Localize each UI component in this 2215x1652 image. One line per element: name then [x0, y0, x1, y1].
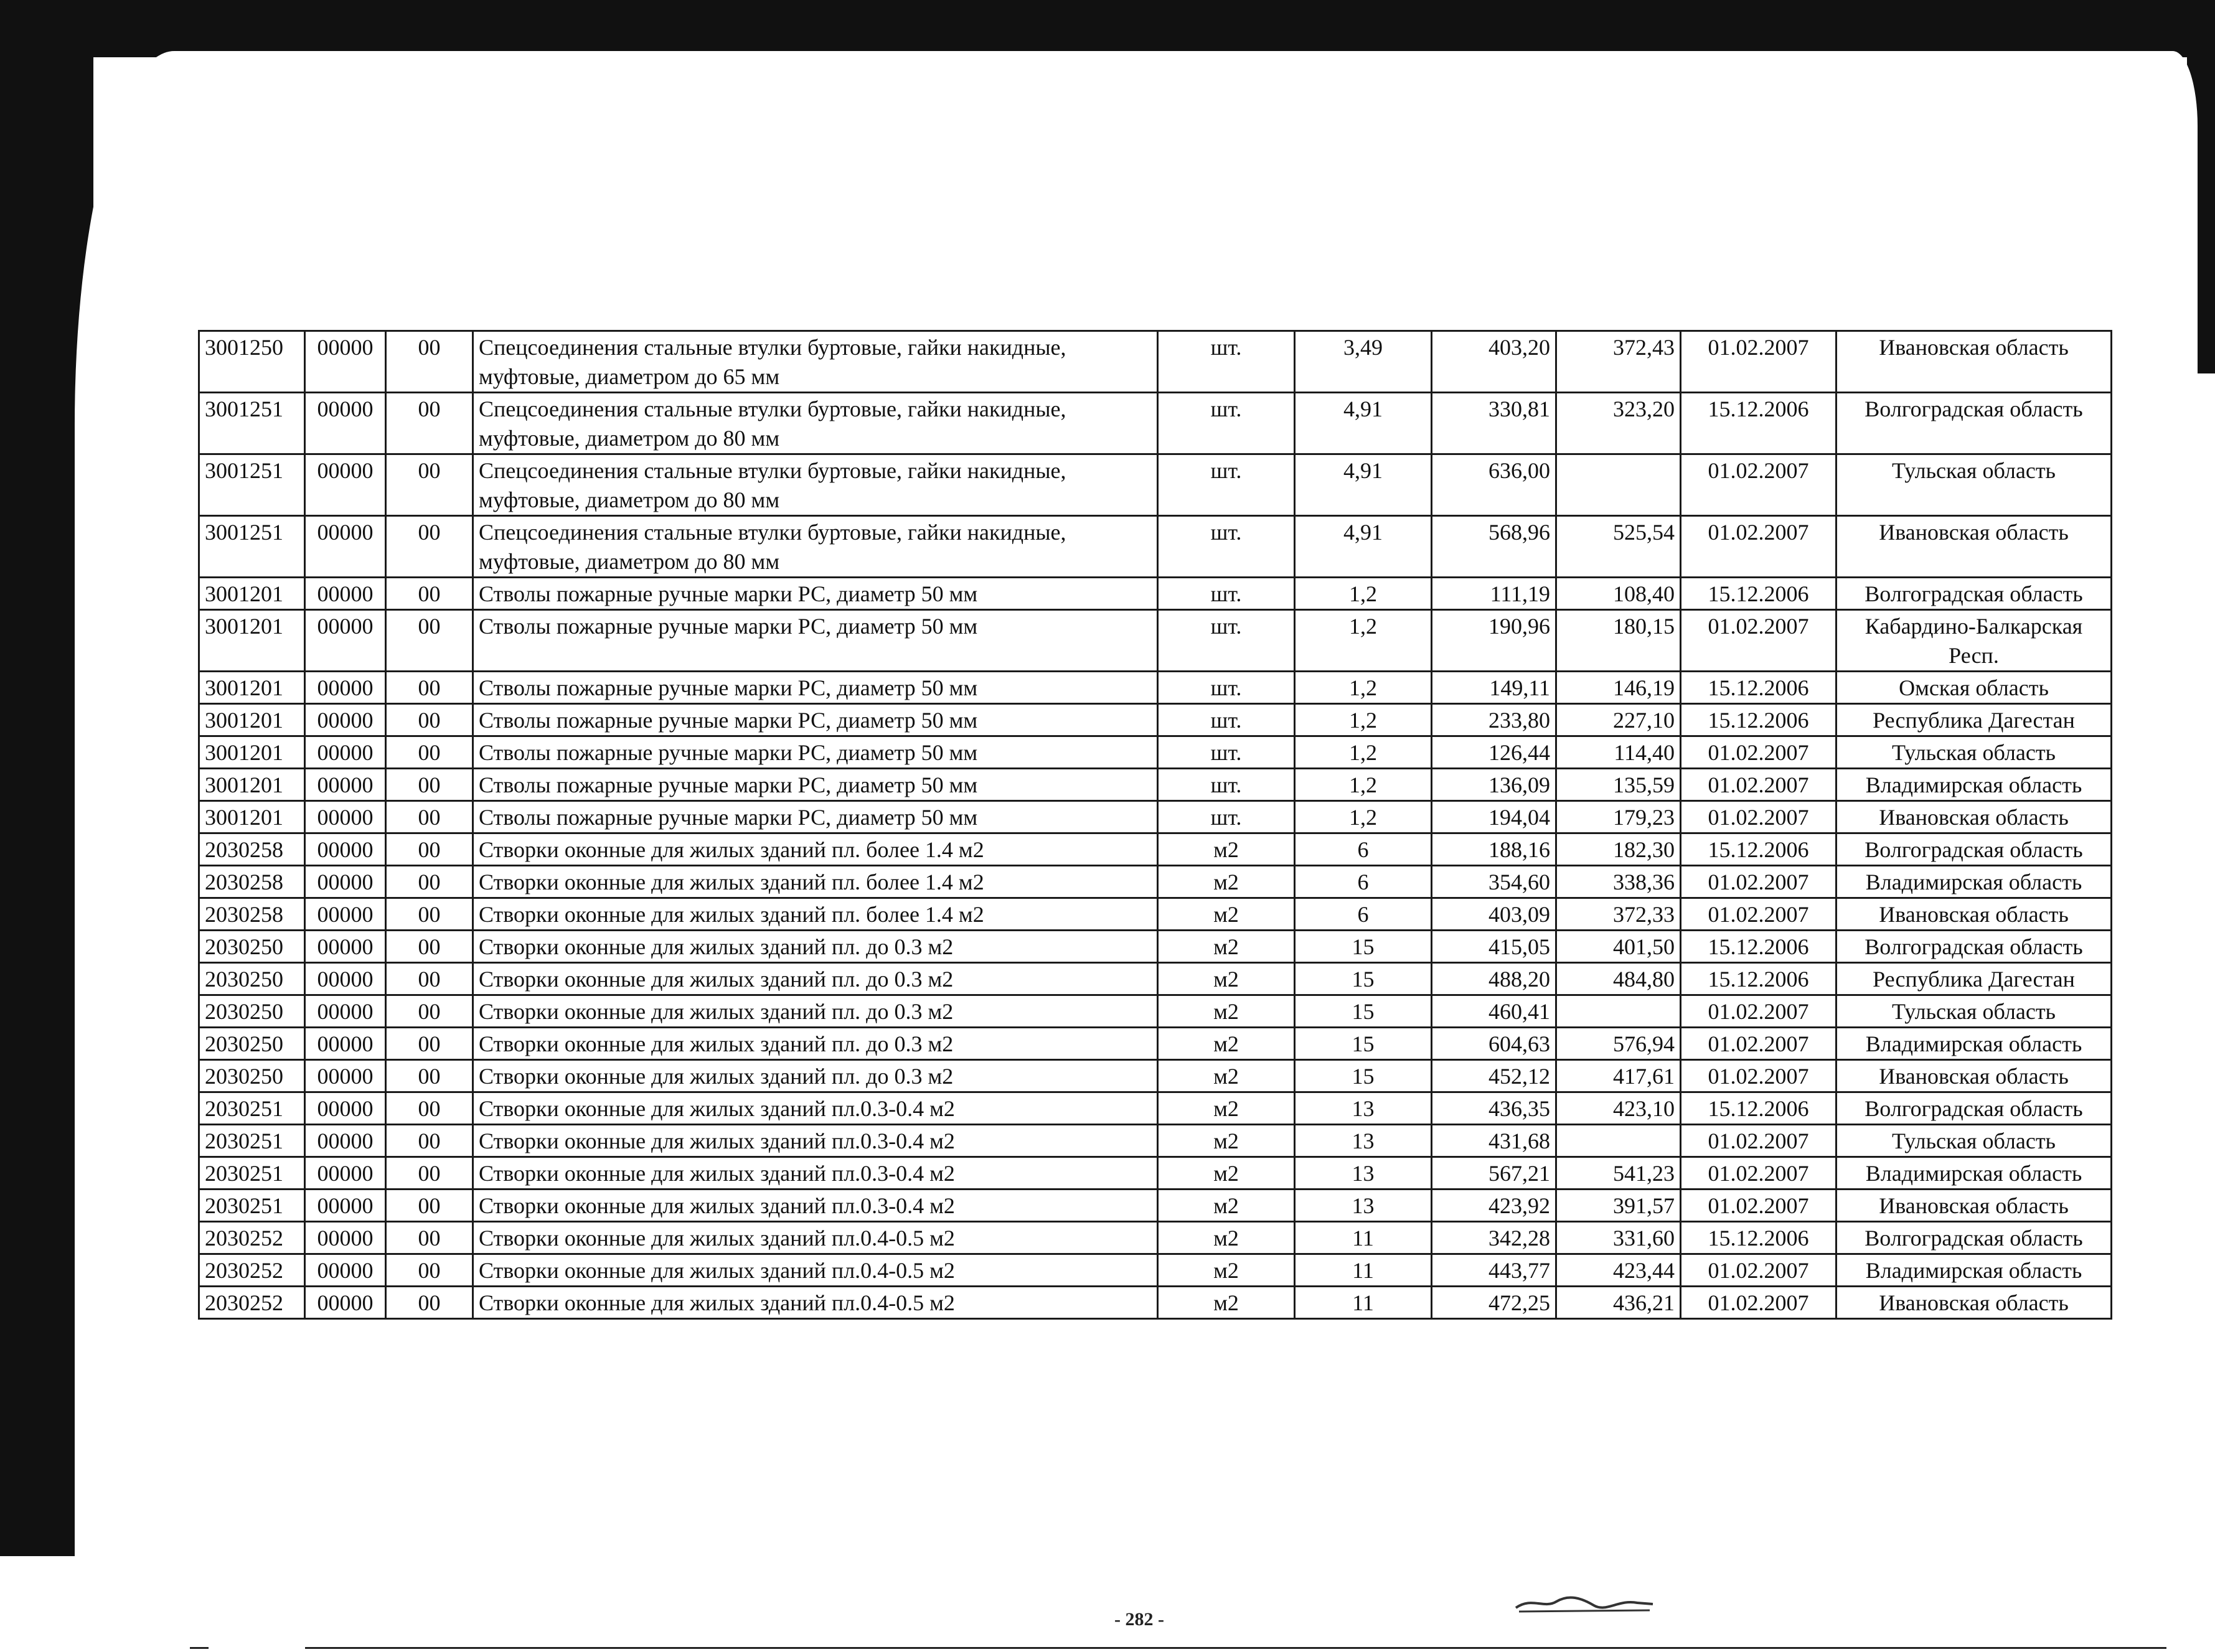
table-row: [199, 704, 2112, 736]
price-with-vat-cell: 568,96: [1432, 516, 1556, 578]
item-code-cell: 3001201: [199, 610, 305, 672]
price-without-vat-cell: 114,40: [1556, 736, 1681, 769]
region-cell: Владимирская область: [1836, 1254, 2112, 1287]
item-name-cell: Спецсоединения стальные втулки буртовые, гайки накидные, муфтовые, диаметром до 65 мм: [473, 331, 1158, 393]
table-row: [199, 672, 2112, 704]
price-date-cell: 15.12.2006: [1681, 704, 1836, 736]
item-code-cell: 3001201: [199, 578, 305, 610]
price-with-vat-cell: 443,77: [1432, 1254, 1556, 1287]
price-date-cell: 01.02.2007: [1681, 995, 1836, 1028]
variant-code-cell: 00: [386, 1287, 473, 1319]
price-with-vat-cell: 330,81: [1432, 393, 1556, 454]
price-table: [198, 330, 2112, 1320]
sub-code-cell: 00000: [305, 963, 386, 995]
price-without-vat-cell: 323,20: [1556, 393, 1681, 454]
variant-code-cell: 00: [386, 866, 473, 898]
item-name-cell: Стволы пожарные ручные марки РС, диаметр 50 мм: [473, 769, 1158, 801]
coefficient-cell: 1,2: [1295, 801, 1432, 833]
unit-cell: м2: [1158, 898, 1295, 931]
item-name-cell: Створки оконные для жилых зданий пл.0.3-0.4 м2: [473, 1190, 1158, 1222]
item-code-cell: 2030252: [199, 1254, 305, 1287]
item-code-cell: 2030250: [199, 1028, 305, 1060]
price-without-vat-cell: 338,36: [1556, 866, 1681, 898]
table-row: [199, 1254, 2112, 1287]
variant-code-cell: 00: [386, 736, 473, 769]
item-code-cell: 2030258: [199, 898, 305, 931]
item-code-cell: 2030251: [199, 1157, 305, 1190]
price-with-vat-cell: 472,25: [1432, 1287, 1556, 1319]
price-with-vat-cell: 488,20: [1432, 963, 1556, 995]
table-row: [199, 393, 2112, 454]
item-name-cell: Створки оконные для жилых зданий пл.0.3-0.4 м2: [473, 1092, 1158, 1125]
item-code-cell: 2030251: [199, 1190, 305, 1222]
price-with-vat-cell: 126,44: [1432, 736, 1556, 769]
variant-code-cell: 00: [386, 454, 473, 516]
price-without-vat-cell: [1556, 995, 1681, 1028]
price-date-cell: 15.12.2006: [1681, 578, 1836, 610]
coefficient-cell: 13: [1295, 1092, 1432, 1125]
unit-cell: шт.: [1158, 578, 1295, 610]
item-name-cell: Створки оконные для жилых зданий пл. до 0.3 м2: [473, 931, 1158, 963]
sub-code-cell: 00000: [305, 1254, 386, 1287]
coefficient-cell: 1,2: [1295, 736, 1432, 769]
sub-code-cell: 00000: [305, 1092, 386, 1125]
price-without-vat-cell: 525,54: [1556, 516, 1681, 578]
item-name-cell: Створки оконные для жилых зданий пл. до 0.3 м2: [473, 963, 1158, 995]
variant-code-cell: 00: [386, 833, 473, 866]
variant-code-cell: 00: [386, 1254, 473, 1287]
item-code-cell: 2030252: [199, 1287, 305, 1319]
price-with-vat-cell: 190,96: [1432, 610, 1556, 672]
region-cell: Кабардино-Балкарская Респ.: [1836, 610, 2112, 672]
item-name-cell: Створки оконные для жилых зданий пл.0.3-0.4 м2: [473, 1125, 1158, 1157]
item-name-cell: Створки оконные для жилых зданий пл.0.3-0.4 м2: [473, 1157, 1158, 1190]
unit-cell: м2: [1158, 1157, 1295, 1190]
variant-code-cell: 00: [386, 704, 473, 736]
region-cell: Ивановская область: [1836, 331, 2112, 393]
price-date-cell: 01.02.2007: [1681, 736, 1836, 769]
table-row: [199, 833, 2112, 866]
price-without-vat-cell: 331,60: [1556, 1222, 1681, 1254]
item-code-cell: 2030250: [199, 995, 305, 1028]
variant-code-cell: 00: [386, 578, 473, 610]
price-with-vat-cell: 354,60: [1432, 866, 1556, 898]
price-date-cell: 01.02.2007: [1681, 1125, 1836, 1157]
region-cell: Волгоградская область: [1836, 1222, 2112, 1254]
table-row: [199, 995, 2112, 1028]
table-row: [199, 898, 2112, 931]
region-cell: Ивановская область: [1836, 1190, 2112, 1222]
table-row: [199, 1287, 2112, 1319]
region-cell: Омская область: [1836, 672, 2112, 704]
variant-code-cell: 00: [386, 1157, 473, 1190]
item-code-cell: 3001201: [199, 704, 305, 736]
variant-code-cell: 00: [386, 516, 473, 578]
variant-code-cell: 00: [386, 1092, 473, 1125]
price-with-vat-cell: 342,28: [1432, 1222, 1556, 1254]
coefficient-cell: 3,49: [1295, 331, 1432, 393]
item-code-cell: 2030258: [199, 833, 305, 866]
unit-cell: м2: [1158, 963, 1295, 995]
price-table-container: [198, 330, 2110, 1320]
coefficient-cell: 1,2: [1295, 672, 1432, 704]
item-code-cell: 3001201: [199, 801, 305, 833]
variant-code-cell: 00: [386, 801, 473, 833]
item-name-cell: Стволы пожарные ручные марки РС, диаметр 50 мм: [473, 704, 1158, 736]
scan-border-top: [0, 0, 2215, 57]
price-with-vat-cell: 111,19: [1432, 578, 1556, 610]
table-row: [199, 931, 2112, 963]
coefficient-cell: 13: [1295, 1190, 1432, 1222]
price-without-vat-cell: 423,44: [1556, 1254, 1681, 1287]
coefficient-cell: 4,91: [1295, 516, 1432, 578]
price-with-vat-cell: 136,09: [1432, 769, 1556, 801]
coefficient-cell: 6: [1295, 866, 1432, 898]
region-cell: Волгоградская область: [1836, 931, 2112, 963]
item-name-cell: Створки оконные для жилых зданий пл. до 0.3 м2: [473, 995, 1158, 1028]
variant-code-cell: 00: [386, 1125, 473, 1157]
price-date-cell: 01.02.2007: [1681, 866, 1836, 898]
region-cell: Тульская область: [1836, 1125, 2112, 1157]
price-date-cell: 01.02.2007: [1681, 331, 1836, 393]
price-without-vat-cell: 417,61: [1556, 1060, 1681, 1092]
price-date-cell: 01.02.2007: [1681, 1028, 1836, 1060]
price-with-vat-cell: 460,41: [1432, 995, 1556, 1028]
unit-cell: м2: [1158, 1125, 1295, 1157]
item-name-cell: Створки оконные для жилых зданий пл. до 0.3 м2: [473, 1028, 1158, 1060]
variant-code-cell: 00: [386, 393, 473, 454]
price-without-vat-cell: 576,94: [1556, 1028, 1681, 1060]
price-with-vat-cell: 636,00: [1432, 454, 1556, 516]
unit-cell: шт.: [1158, 516, 1295, 578]
table-row: [199, 454, 2112, 516]
variant-code-cell: 00: [386, 931, 473, 963]
price-without-vat-cell: 391,57: [1556, 1190, 1681, 1222]
page-number: - 282 -: [1114, 1609, 1164, 1630]
coefficient-cell: 1,2: [1295, 769, 1432, 801]
sub-code-cell: 00000: [305, 1060, 386, 1092]
coefficient-cell: 1,2: [1295, 610, 1432, 672]
price-date-cell: 15.12.2006: [1681, 672, 1836, 704]
paper-corner: [0, 1556, 106, 1652]
item-code-cell: 2030250: [199, 963, 305, 995]
sub-code-cell: 00000: [305, 769, 386, 801]
price-with-vat-cell: 452,12: [1432, 1060, 1556, 1092]
price-without-vat-cell: 541,23: [1556, 1157, 1681, 1190]
sub-code-cell: 00000: [305, 736, 386, 769]
price-with-vat-cell: 415,05: [1432, 931, 1556, 963]
item-code-cell: 3001251: [199, 454, 305, 516]
item-name-cell: Спецсоединения стальные втулки буртовые, гайки накидные, муфтовые, диаметром до 80 мм: [473, 454, 1158, 516]
price-with-vat-cell: 149,11: [1432, 672, 1556, 704]
sub-code-cell: 00000: [305, 931, 386, 963]
item-code-cell: 3001251: [199, 516, 305, 578]
coefficient-cell: 15: [1295, 931, 1432, 963]
price-with-vat-cell: 403,20: [1432, 331, 1556, 393]
unit-cell: шт.: [1158, 454, 1295, 516]
sub-code-cell: 00000: [305, 1028, 386, 1060]
unit-cell: м2: [1158, 1190, 1295, 1222]
item-code-cell: 2030251: [199, 1092, 305, 1125]
item-name-cell: Створки оконные для жилых зданий пл. более 1.4 м2: [473, 833, 1158, 866]
coefficient-cell: 11: [1295, 1222, 1432, 1254]
item-code-cell: 3001201: [199, 736, 305, 769]
item-name-cell: Створки оконные для жилых зданий пл.0.4-0.5 м2: [473, 1287, 1158, 1319]
sub-code-cell: 00000: [305, 704, 386, 736]
price-with-vat-cell: 423,92: [1432, 1190, 1556, 1222]
region-cell: Владимирская область: [1836, 1028, 2112, 1060]
item-name-cell: Створки оконные для жилых зданий пл. до 0.3 м2: [473, 1060, 1158, 1092]
variant-code-cell: 00: [386, 610, 473, 672]
unit-cell: м2: [1158, 1222, 1295, 1254]
coefficient-cell: 1,2: [1295, 704, 1432, 736]
variant-code-cell: 00: [386, 1190, 473, 1222]
bottom-rule-left: [190, 1647, 209, 1649]
variant-code-cell: 00: [386, 331, 473, 393]
coefficient-cell: 11: [1295, 1254, 1432, 1287]
table-row: [199, 610, 2112, 672]
coefficient-cell: 13: [1295, 1157, 1432, 1190]
sub-code-cell: 00000: [305, 833, 386, 866]
coefficient-cell: 6: [1295, 833, 1432, 866]
item-code-cell: 3001251: [199, 393, 305, 454]
coefficient-cell: 6: [1295, 898, 1432, 931]
item-code-cell: 2030250: [199, 1060, 305, 1092]
price-date-cell: 01.02.2007: [1681, 1287, 1836, 1319]
item-code-cell: 3001201: [199, 769, 305, 801]
table-row: [199, 1157, 2112, 1190]
table-row: [199, 866, 2112, 898]
unit-cell: м2: [1158, 1092, 1295, 1125]
price-with-vat-cell: 194,04: [1432, 801, 1556, 833]
sub-code-cell: 00000: [305, 331, 386, 393]
price-with-vat-cell: 436,35: [1432, 1092, 1556, 1125]
unit-cell: м2: [1158, 1060, 1295, 1092]
item-code-cell: 2030251: [199, 1125, 305, 1157]
variant-code-cell: 00: [386, 769, 473, 801]
region-cell: Республика Дагестан: [1836, 704, 2112, 736]
price-date-cell: 15.12.2006: [1681, 963, 1836, 995]
price-without-vat-cell: 372,33: [1556, 898, 1681, 931]
sub-code-cell: 00000: [305, 393, 386, 454]
table-row: [199, 1125, 2112, 1157]
unit-cell: шт.: [1158, 736, 1295, 769]
item-name-cell: Стволы пожарные ручные марки РС, диаметр 50 мм: [473, 672, 1158, 704]
price-without-vat-cell: 401,50: [1556, 931, 1681, 963]
sub-code-cell: 00000: [305, 1125, 386, 1157]
price-date-cell: 01.02.2007: [1681, 769, 1836, 801]
table-row: [199, 1092, 2112, 1125]
table-row: [199, 1222, 2112, 1254]
variant-code-cell: 00: [386, 1028, 473, 1060]
unit-cell: м2: [1158, 1254, 1295, 1287]
region-cell: Ивановская область: [1836, 1287, 2112, 1319]
price-date-cell: 15.12.2006: [1681, 1092, 1836, 1125]
region-cell: Волгоградская область: [1836, 1092, 2112, 1125]
price-date-cell: 01.02.2007: [1681, 898, 1836, 931]
region-cell: Волгоградская область: [1836, 578, 2112, 610]
unit-cell: м2: [1158, 995, 1295, 1028]
unit-cell: шт.: [1158, 769, 1295, 801]
region-cell: Владимирская область: [1836, 866, 2112, 898]
region-cell: Владимирская область: [1836, 769, 2112, 801]
item-code-cell: 3001201: [199, 672, 305, 704]
unit-cell: шт.: [1158, 331, 1295, 393]
item-name-cell: Створки оконные для жилых зданий пл.0.4-0.5 м2: [473, 1254, 1158, 1287]
table-body: [199, 331, 2112, 1319]
coefficient-cell: 11: [1295, 1287, 1432, 1319]
table-row: [199, 1028, 2112, 1060]
table-row: [199, 516, 2112, 578]
unit-cell: шт.: [1158, 801, 1295, 833]
price-date-cell: 15.12.2006: [1681, 393, 1836, 454]
item-name-cell: Спецсоединения стальные втулки буртовые, гайки накидные, муфтовые, диаметром до 80 мм: [473, 393, 1158, 454]
variant-code-cell: 00: [386, 898, 473, 931]
unit-cell: м2: [1158, 931, 1295, 963]
sub-code-cell: 00000: [305, 610, 386, 672]
unit-cell: м2: [1158, 1028, 1295, 1060]
item-name-cell: Створки оконные для жилых зданий пл. более 1.4 м2: [473, 898, 1158, 931]
sub-code-cell: 00000: [305, 1287, 386, 1319]
item-name-cell: Стволы пожарные ручные марки РС, диаметр 50 мм: [473, 736, 1158, 769]
region-cell: Волгоградская область: [1836, 833, 2112, 866]
price-without-vat-cell: 108,40: [1556, 578, 1681, 610]
coefficient-cell: 15: [1295, 1028, 1432, 1060]
item-code-cell: 2030250: [199, 931, 305, 963]
price-without-vat-cell: [1556, 1125, 1681, 1157]
unit-cell: шт.: [1158, 393, 1295, 454]
price-without-vat-cell: [1556, 454, 1681, 516]
price-without-vat-cell: 227,10: [1556, 704, 1681, 736]
price-date-cell: 01.02.2007: [1681, 1157, 1836, 1190]
table-row: [199, 736, 2112, 769]
price-without-vat-cell: 436,21: [1556, 1287, 1681, 1319]
table-row: [199, 1060, 2112, 1092]
price-with-vat-cell: 431,68: [1432, 1125, 1556, 1157]
sub-code-cell: 00000: [305, 898, 386, 931]
region-cell: Тульская область: [1836, 736, 2112, 769]
variant-code-cell: 00: [386, 1222, 473, 1254]
unit-cell: м2: [1158, 1287, 1295, 1319]
region-cell: Тульская область: [1836, 454, 2112, 516]
signature-mark: [1513, 1590, 1656, 1615]
unit-cell: м2: [1158, 866, 1295, 898]
region-cell: Ивановская область: [1836, 898, 2112, 931]
price-with-vat-cell: 567,21: [1432, 1157, 1556, 1190]
unit-cell: шт.: [1158, 610, 1295, 672]
coefficient-cell: 4,91: [1295, 454, 1432, 516]
price-date-cell: 15.12.2006: [1681, 833, 1836, 866]
sub-code-cell: 00000: [305, 1157, 386, 1190]
price-date-cell: 01.02.2007: [1681, 801, 1836, 833]
sub-code-cell: 00000: [305, 995, 386, 1028]
sub-code-cell: 00000: [305, 801, 386, 833]
sub-code-cell: 00000: [305, 516, 386, 578]
coefficient-cell: 15: [1295, 1060, 1432, 1092]
item-name-cell: Створки оконные для жилых зданий пл. более 1.4 м2: [473, 866, 1158, 898]
region-cell: Ивановская область: [1836, 801, 2112, 833]
coefficient-cell: 15: [1295, 963, 1432, 995]
region-cell: Тульская область: [1836, 995, 2112, 1028]
price-without-vat-cell: 135,59: [1556, 769, 1681, 801]
table-row: [199, 1190, 2112, 1222]
variant-code-cell: 00: [386, 672, 473, 704]
item-code-cell: 2030258: [199, 866, 305, 898]
item-code-cell: 3001250: [199, 331, 305, 393]
price-with-vat-cell: 188,16: [1432, 833, 1556, 866]
unit-cell: м2: [1158, 833, 1295, 866]
coefficient-cell: 15: [1295, 995, 1432, 1028]
price-without-vat-cell: 180,15: [1556, 610, 1681, 672]
price-date-cell: 01.02.2007: [1681, 1254, 1836, 1287]
item-name-cell: Стволы пожарные ручные марки РС, диаметр 50 мм: [473, 610, 1158, 672]
bottom-rule: [305, 1647, 2166, 1649]
price-without-vat-cell: 372,43: [1556, 331, 1681, 393]
price-without-vat-cell: 182,30: [1556, 833, 1681, 866]
price-date-cell: 15.12.2006: [1681, 1222, 1836, 1254]
price-with-vat-cell: 233,80: [1432, 704, 1556, 736]
item-name-cell: Стволы пожарные ручные марки РС, диаметр 50 мм: [473, 801, 1158, 833]
sub-code-cell: 00000: [305, 578, 386, 610]
price-date-cell: 01.02.2007: [1681, 1190, 1836, 1222]
table-row: [199, 578, 2112, 610]
item-name-cell: Спецсоединения стальные втулки буртовые, гайки накидные, муфтовые, диаметром до 80 мм: [473, 516, 1158, 578]
price-without-vat-cell: 484,80: [1556, 963, 1681, 995]
variant-code-cell: 00: [386, 995, 473, 1028]
sub-code-cell: 00000: [305, 672, 386, 704]
table-row: [199, 963, 2112, 995]
variant-code-cell: 00: [386, 1060, 473, 1092]
variant-code-cell: 00: [386, 963, 473, 995]
sub-code-cell: 00000: [305, 1190, 386, 1222]
table-row: [199, 769, 2112, 801]
region-cell: Республика Дагестан: [1836, 963, 2112, 995]
item-name-cell: Стволы пожарные ручные марки РС, диаметр 50 мм: [473, 578, 1158, 610]
sub-code-cell: 00000: [305, 866, 386, 898]
region-cell: Владимирская область: [1836, 1157, 2112, 1190]
price-date-cell: 01.02.2007: [1681, 516, 1836, 578]
unit-cell: шт.: [1158, 672, 1295, 704]
price-without-vat-cell: 423,10: [1556, 1092, 1681, 1125]
sub-code-cell: 00000: [305, 454, 386, 516]
price-with-vat-cell: 403,09: [1432, 898, 1556, 931]
price-with-vat-cell: 604,63: [1432, 1028, 1556, 1060]
price-without-vat-cell: 146,19: [1556, 672, 1681, 704]
price-without-vat-cell: 179,23: [1556, 801, 1681, 833]
item-code-cell: 2030252: [199, 1222, 305, 1254]
region-cell: Ивановская область: [1836, 1060, 2112, 1092]
coefficient-cell: 1,2: [1295, 578, 1432, 610]
price-date-cell: 01.02.2007: [1681, 454, 1836, 516]
region-cell: Ивановская область: [1836, 516, 2112, 578]
price-date-cell: 01.02.2007: [1681, 1060, 1836, 1092]
sub-code-cell: 00000: [305, 1222, 386, 1254]
table-row: [199, 331, 2112, 393]
unit-cell: шт.: [1158, 704, 1295, 736]
coefficient-cell: 4,91: [1295, 393, 1432, 454]
table-row: [199, 801, 2112, 833]
item-name-cell: Створки оконные для жилых зданий пл.0.4-0.5 м2: [473, 1222, 1158, 1254]
region-cell: Волгоградская область: [1836, 393, 2112, 454]
price-date-cell: 01.02.2007: [1681, 610, 1836, 672]
coefficient-cell: 13: [1295, 1125, 1432, 1157]
price-date-cell: 15.12.2006: [1681, 931, 1836, 963]
